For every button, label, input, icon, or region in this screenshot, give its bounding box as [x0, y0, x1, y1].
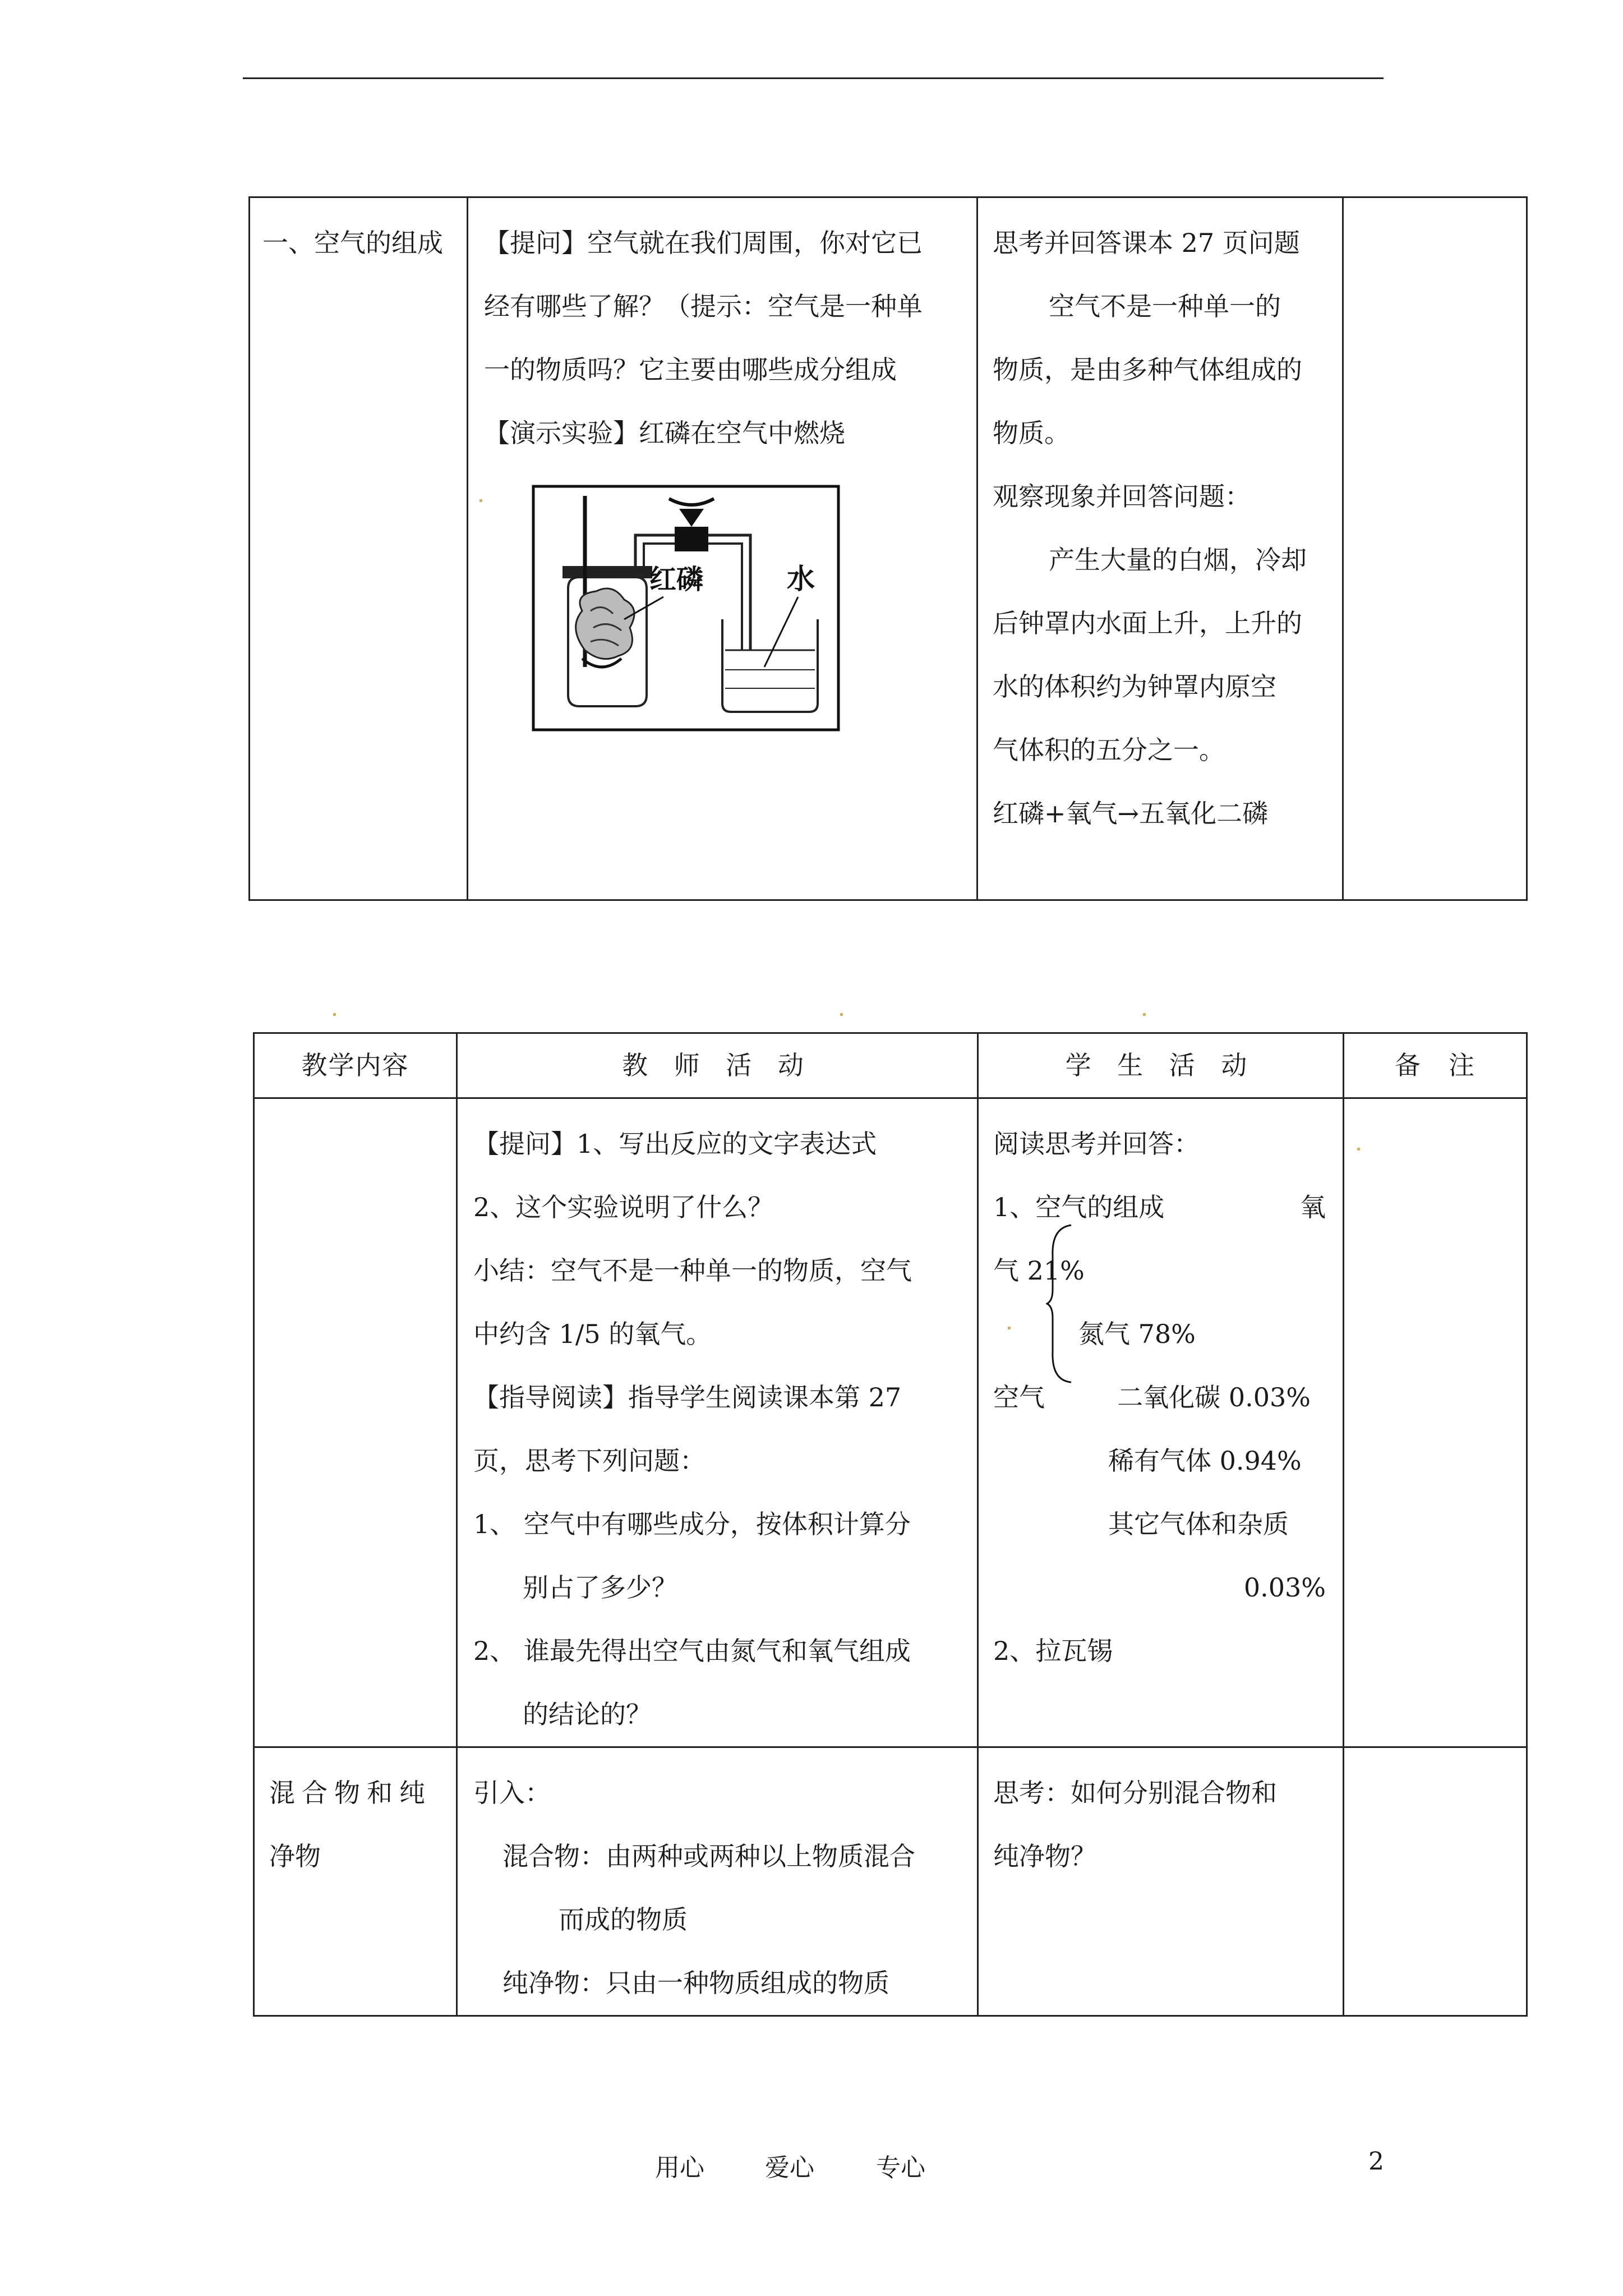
- footer-motto-3: 专心: [876, 2154, 925, 2182]
- teacher-line: 小结：空气不是一种单一的物质，空气: [473, 1255, 912, 1286]
- teacher-line: 页，思考下列问题：: [473, 1446, 706, 1476]
- topic-text: 净物: [269, 1841, 321, 1871]
- oxygen-value: 气 21%: [993, 1255, 1085, 1286]
- lesson-table-1: [248, 196, 1528, 901]
- nitrogen-value: 氮气 78%: [1078, 1319, 1196, 1349]
- student-line: 观察现象并回答问题：: [993, 481, 1251, 512]
- teacher-line: 中约含 1/5 的氧气。: [473, 1319, 712, 1349]
- other-gas-label: 其它气体和杂质: [1108, 1509, 1289, 1539]
- teacher-activity-cell: [468, 197, 978, 900]
- topic-text: 一、空气的组成: [262, 228, 443, 258]
- air-composition-title: 1、空气的组成 氧: [993, 1176, 1326, 1239]
- student-line: 水的体积约为钟罩内原空: [993, 671, 1276, 702]
- teacher-line: 【演示实验】红磷在空气中燃烧: [484, 418, 845, 448]
- air-label: 空气: [993, 1382, 1045, 1412]
- word-equation: 红磷+氧气→五氧化二磷: [993, 798, 1269, 829]
- teacher-line: 2、 谁最先得出空气由氮气和氧气组成: [473, 1636, 911, 1666]
- header-student-activity: 学 生 活 动: [978, 1033, 1344, 1098]
- header-teacher-activity: 教 师 活 动: [457, 1033, 978, 1098]
- print-dot: [1143, 1013, 1146, 1016]
- student-line: 纯净物？: [993, 1841, 1096, 1871]
- teacher-line: 纯净物：只由一种物质组成的物质: [502, 1968, 889, 1998]
- notes-cell: [1344, 1747, 1527, 2016]
- other-gas-value: 0.03%: [1243, 1572, 1326, 1603]
- student-line: 思考并回答课本 27 页问题: [993, 228, 1300, 258]
- notes-cell: [1343, 197, 1527, 900]
- topic-cell: [254, 1747, 457, 2016]
- teacher-line: 【提问】1、写出反应的文字表达式: [473, 1129, 877, 1159]
- print-dot: [333, 1013, 336, 1016]
- lesson-table-2: [253, 1032, 1528, 2017]
- brace-icon: [1046, 1222, 1074, 1385]
- teacher-line: 的结论的？: [523, 1699, 652, 1729]
- print-dot: [840, 1013, 843, 1016]
- air-components-row: [993, 1366, 1326, 1429]
- answer-2: 2、拉瓦锡: [993, 1636, 1113, 1666]
- footer-motto-1: 用心: [655, 2154, 704, 2182]
- print-dot: [1357, 1148, 1360, 1151]
- co2-value: 二氧化碳 0.03%: [1117, 1382, 1311, 1412]
- teacher-line: 混合物：由两种或两种以上物质混合: [502, 1841, 915, 1871]
- table-row: [254, 1747, 1527, 2016]
- notes-cell: [1344, 1098, 1527, 1747]
- header-rule: [243, 77, 1384, 79]
- noble-gas-value: 稀有气体 0.94%: [1108, 1446, 1302, 1476]
- topic-cell: [254, 1098, 457, 1747]
- teacher-line: 别占了多少？: [523, 1572, 677, 1603]
- teacher-line: 【提问】空气就在我们周围，你对它已: [484, 228, 923, 258]
- print-dot: [479, 499, 482, 502]
- water-label: 水: [787, 563, 815, 595]
- print-dot: [1008, 1327, 1011, 1329]
- header-notes: 备 注: [1344, 1033, 1527, 1098]
- student-line: 空气不是一种单一的: [1049, 291, 1281, 321]
- teacher-line: 而成的物质: [559, 1904, 688, 1935]
- red-phosphorus-apparatus-diagram: [529, 482, 843, 734]
- teacher-activity-cell: [457, 1098, 978, 1747]
- teacher-line: 2、这个实验说明了什么？: [473, 1192, 774, 1222]
- student-line: 阅读思考并回答：: [993, 1129, 1200, 1159]
- oxygen-label: 氧: [1300, 1192, 1326, 1222]
- teacher-line: 经有哪些了解？（提示：空气是一种单: [484, 291, 923, 321]
- teacher-line: 一的物质吗？它主要由哪些成分组成: [484, 355, 897, 385]
- student-activity-cell: [978, 1747, 1344, 2016]
- student-line: 产生大量的白烟，冷却: [1049, 545, 1307, 575]
- teacher-line: 【指导阅读】指导学生阅读课本第 27: [473, 1382, 902, 1412]
- student-activity-cell: [978, 1098, 1344, 1747]
- header-teaching-content: 教学内容: [254, 1033, 457, 1098]
- topic-text: 混合物和纯: [269, 1778, 432, 1808]
- student-line: 后钟罩内水面上升，上升的: [993, 608, 1302, 638]
- table-header-row: [254, 1033, 1527, 1098]
- student-line: 物质。: [993, 418, 1070, 448]
- teacher-activity-cell: [457, 1747, 978, 2016]
- table-row: [254, 1098, 1527, 1747]
- student-line: 思考：如何分别混合物和: [993, 1778, 1277, 1808]
- student-line: 气体积的五分之一。: [993, 735, 1225, 765]
- teacher-line: 1、 空气中有哪些成分，按体积计算分: [473, 1509, 911, 1539]
- footer-motto-2: 爱心: [765, 2154, 814, 2182]
- student-activity-cell: [978, 197, 1343, 900]
- teacher-line: 引入：: [473, 1778, 551, 1808]
- phosphorus-label: 红磷: [649, 564, 704, 595]
- page-number: 2: [1368, 2147, 1384, 2176]
- topic-cell: [250, 197, 468, 900]
- table-row: [250, 197, 1527, 900]
- student-line: 物质，是由多种气体组成的: [993, 355, 1302, 385]
